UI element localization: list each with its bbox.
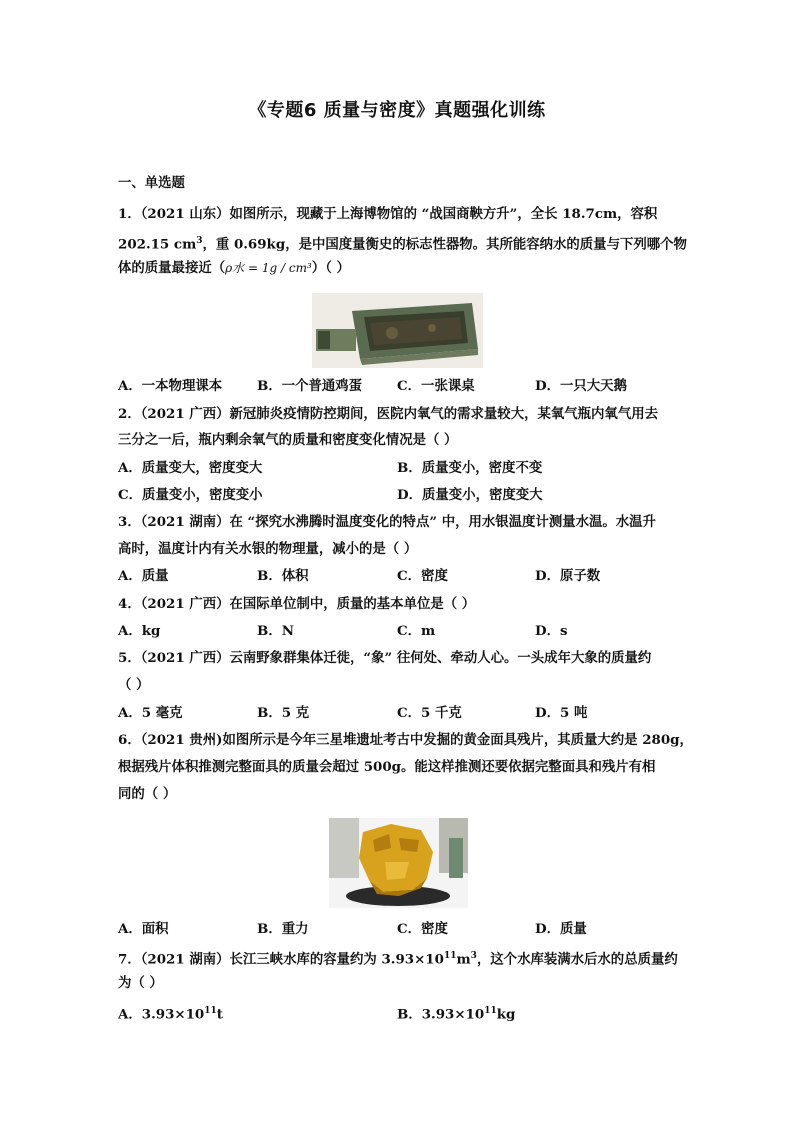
q3-option-c: C．密度: [397, 568, 448, 584]
q7-option-b: B．$3.93\times 10^{11}kg$: [397, 1006, 516, 1023]
q3-option-a: A．质量: [118, 568, 169, 584]
q1-option-c: C．一张课桌: [397, 378, 475, 394]
q2-line1: 2．（2021 广西）新冠肺炎疫情防控期间，医院内氧气的需求量较大，某氧气瓶内氧气用去: [118, 406, 658, 422]
q4-option-d: D．s: [535, 623, 568, 639]
q6-option-d: D．质量: [535, 921, 587, 937]
q2-line2: 三分之一后，瓶内剩余氧气的质量和密度变化情况是（ ）: [118, 432, 458, 448]
q6-option-a: A．面积: [118, 921, 169, 937]
q1-option-a: A．一本物理课本: [118, 378, 223, 394]
q4-line1: 4．（2021 广西）在国际单位制中，质量的基本单位是（ ）: [118, 596, 476, 612]
q2-option-c: C．质量变小，密度变小: [118, 487, 263, 503]
q7-option-a: A．$3.93\times 10^{11}t$: [118, 1006, 223, 1023]
q5-option-b: B．5 克: [257, 705, 310, 721]
bronze-measure-image: [312, 293, 483, 368]
page-title: 《专题6 质量与密度》真题强化训练: [248, 100, 546, 121]
q5-option-a: A．5 毫克: [118, 705, 183, 721]
q1-line3: 体的质量最接近（ρ水 = 1g / cm³）（ ）: [118, 260, 350, 276]
q5-option-d: D．5 吨: [535, 705, 588, 721]
q6-line2: 根据残片体积推测完整面具的质量会超过 500g。能这样推测还要依据完整面具和残片有相: [118, 759, 656, 775]
q2-option-a: A．质量变大，密度变大: [118, 460, 263, 476]
q5-line2: （ ）: [118, 677, 150, 693]
q1-line1: 1．（2021 山东）如图所示，现藏于上海博物馆的 “战国商鞅方升”，全长 18.7cm，容积: [118, 206, 658, 222]
gold-mask-illustration: [329, 818, 468, 908]
q3-option-d: D．原子数: [535, 568, 601, 584]
q6-line1: 6．（2021 贵州)如图所示是今年三星堆遗址考古中发掘的黄金面具残片，其质量大约是 280g，: [118, 732, 693, 748]
q1-option-d: D．一只大天鹅: [535, 378, 627, 394]
q2-option-d: D．质量变小，密度变大: [397, 487, 543, 503]
q5-line1: 5．（2021 广西）云南野象群集体迁徙，“象” 往何处、牵动人心。一头成年大象的质量约: [118, 650, 652, 666]
density-formula: ρ水 = 1g / cm³: [225, 261, 312, 275]
q3-line1: 3．（2021 湖南）在 “探究水沸腾时温度变化的特点” 中，用水银温度计测量水温。水温升: [118, 514, 656, 530]
gold-mask-image: [329, 818, 468, 908]
q5-option-c: C．5 千克: [397, 705, 462, 721]
q3-line2: 高时，温度计内有关水银的物理量，减小的是（ ）: [118, 541, 418, 557]
q6-line3: 同的（ ）: [118, 786, 177, 802]
q1-line2: 202.15 $cm^3$，重 0.69kg，是中国度量衡史的标志性器物。其所能容纳水的质量与下列哪个物: [118, 236, 687, 253]
q6-option-c: C．密度: [397, 921, 448, 937]
q6-option-b: B．重力: [257, 921, 309, 937]
q4-option-a: A．kg: [118, 623, 161, 639]
section-heading: 一、单选题: [118, 175, 185, 191]
q4-option-b: B．N: [257, 623, 294, 639]
q1-option-b: B．一个普通鸡蛋: [257, 378, 363, 394]
q3-option-b: B．体积: [257, 568, 309, 584]
q2-option-b: B．质量变小，密度不变: [397, 460, 543, 476]
q7-line2: 为（ ）: [118, 975, 163, 991]
q7-line1: 7．（2021 湖南）长江三峡水库的容量约为 $3.93\times 10^{11}m^3$，这个水库装满水后水的总质量约: [118, 951, 678, 968]
q4-option-c: C．m: [397, 623, 436, 639]
bronze-vessel-illustration: [312, 293, 483, 368]
